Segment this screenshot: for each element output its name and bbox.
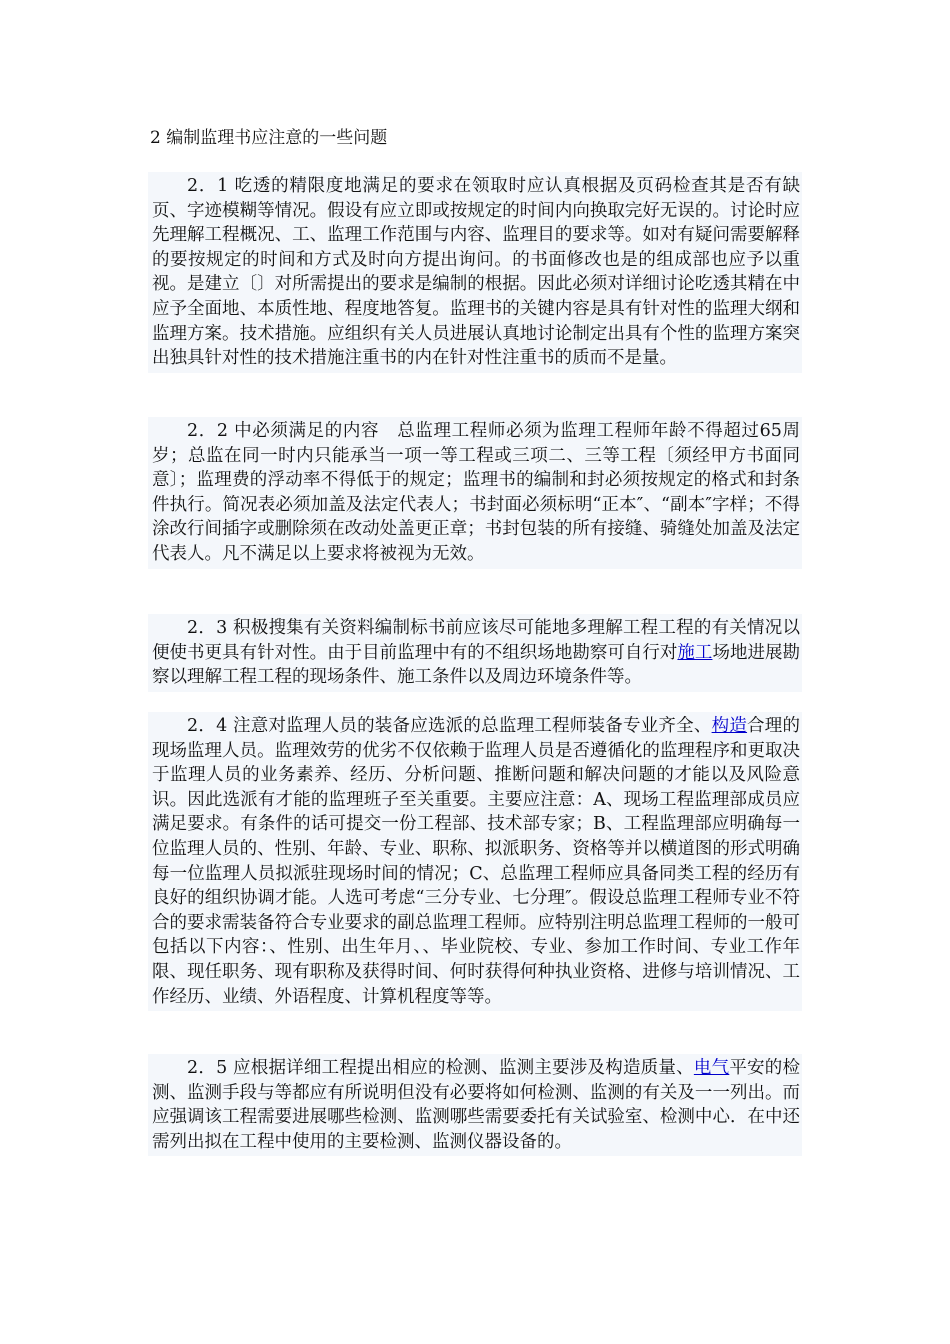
section-heading: 2 编制监理书应注意的一些问题 <box>150 128 388 148</box>
paragraph-2-1 <box>148 172 802 373</box>
paragraph-2-5 <box>148 1054 802 1156</box>
paragraph-2-5-after: 平安的检测、监测手段与等都应有所说明但没有必要将如何检测、监测的有关及一一列出。而应强调该工程需要进展哪些检测、监测哪些需要委托有关试验室、检测中心．在中还需列出拟在工程中使用的主要检测、监测仪器设备的。 <box>152 1058 800 1152</box>
paragraph-2-4 <box>148 712 802 1011</box>
paragraph-2-2 <box>148 417 802 569</box>
paragraph-2-3-after: 场地进展勘察以理解工程工程的现场条件、施工条件以及周边环境条件等。 <box>152 642 801 688</box>
paragraph-2-4-after: 合理的现场监理人员。监理效劳的优劣不仅依赖于监理人员是否遵循化的监理程序和更取决于监理人员的业务素养、经历、分析问题、推断问题和解决问题的才能以及风险意识。因此选派有才能的监理班子至关重要。主要应注意：A、现场工程监理部成员应满足要求。有条件的话可提交一份工程部、技术部专家；B、工程监理部应明确每一位监理人员的、性别、年龄、专业、职称、拟派职务、资格等并以横道图的形式明确每一位监理人员拟派驻现场时间的情况；C、总监理工程师应具备同类工程的经历有良好的组织协调才能。人选可考虑“三分专业、七分理″。假设总监理工程师专业不符合的要求需装备符合专业要求的副总监理工程师。应特别注明总监理工程师的一般可包括以下内容：、性别、出生年月、、毕业院校、专业、参加工作时间、专业工作年限、现任职务、现有职称及获得时间、何时获得何种执业资格、进修与培训情况、工作经历、业绩、外语程度、计算机程度等等。 <box>152 716 800 1007</box>
link-gouzao[interactable]: 构造 <box>711 716 748 736</box>
paragraph-2-2-text: 2．2 中必须满足的内容 总监理工程师必须为监理工程师年龄不得超过65周岁；总监在同一时内只能承当一项一等工程或三项二、三等工程〔须经甲方书面同意〕；监理费的浮动率不得低于的规定；监理书的编制和封必须按规定的格式和封条件执行。简况表必须加盖及法定代表人；书封面必须标明“正本″、“副本″字样；不得涂改行间插字或删除须在改动处盖更正章；书封包装的所有接缝、骑缝处加盖及法定代表人。凡不满足以上要求将被视为无效。 <box>152 421 800 564</box>
paragraph-2-5-text <box>152 1056 800 1154</box>
paragraph-2-5-before: 2．5 应根据详细工程提出相应的检测、监测主要涉及构造质量、 <box>187 1058 694 1078</box>
paragraph-2-1-text: 2．1 吃透的精限度地满足的要求在领取时应认真根据及页码检查其是否有缺页、字迹模糊等情况。假设有应立即或按规定的时间内向换取完好无误的。讨论时应先理解工程概况、工、监理工作范围与内容、监理目的要求等。如对有疑问需要解释的要按规定的时间和方式及时向方提出询问。的书面修改也是的组成部也应予以重视。是建立〔〕对所需提出的要求是编制的根据。因此必须对详细讨论吃透其精在中应予全面地、本质性地、程度地答复。监理书的关键内容是具有针对性的监理大纲和监理方案。技术措施。应组织有关人员进展认真地讨论制定出具有个性的监理方案突出独具针对性的技术措施注重书的内在针对性注重书的质而不是量。 <box>152 176 800 369</box>
paragraph-2-3-before: 2．3 积极搜集有关资料编制标书前应该尽可能地多理解工程工程的有关情况以便使书更具有针对性。由于目前监理中有的不组织场地勘察可自行对 <box>152 618 800 663</box>
paragraph-2-4-text <box>152 714 800 1009</box>
link-dianqi[interactable]: 电气 <box>693 1058 730 1078</box>
paragraph-2-3-text <box>152 616 800 690</box>
paragraph-2-3 <box>148 614 802 692</box>
paragraph-2-4-before: 2．4 注意对监理人员的装备应选派的总监理工程师装备专业齐全、 <box>187 716 712 736</box>
link-shigong[interactable]: 施工 <box>677 642 713 663</box>
